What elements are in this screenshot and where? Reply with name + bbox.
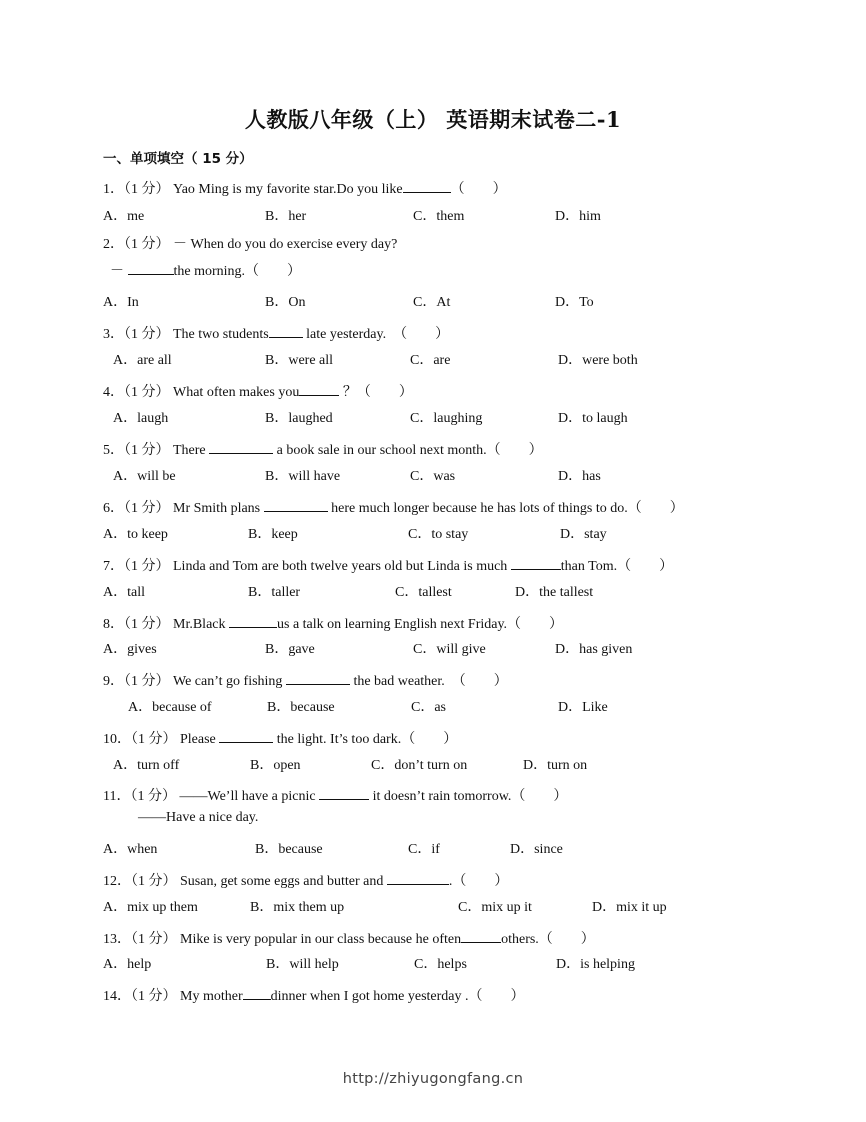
question-text-after: the light. It’s too dark.（ ）	[276, 732, 458, 747]
question-text: Mr.Black	[173, 617, 226, 632]
option-c: C．will give	[413, 642, 486, 657]
question-text: Susan, get some eggs and butter and	[180, 874, 384, 889]
question-12	[103, 870, 508, 891]
question-text: －	[110, 264, 124, 279]
question-number: 9．（1 分）	[103, 674, 170, 689]
question-1	[103, 178, 507, 199]
question-text: Yao Ming is my favorite star.Do you like	[173, 182, 403, 197]
option-b: B．because	[255, 842, 323, 857]
question-text-after: it doesn’t rain tomorrow.（ ）	[372, 789, 568, 804]
option-a: A．turn off	[113, 758, 180, 773]
question-6	[103, 497, 684, 518]
question-number: 8．（1 分）	[103, 617, 170, 632]
question-number: 2．（1 分）	[103, 237, 170, 252]
question-text: My mother	[180, 989, 243, 1004]
question-5	[103, 439, 543, 460]
question-8	[103, 613, 563, 634]
option-c: C．to stay	[408, 527, 469, 542]
option-c: C．don’t turn on	[371, 758, 468, 773]
option-a: A．are all	[113, 353, 172, 368]
option-b: B．On	[265, 295, 306, 310]
option-a: A．mix up them	[103, 900, 198, 915]
option-a: A．tall	[103, 585, 145, 600]
question-text-after: here much longer because he has lots of things to do.（ ）	[331, 501, 684, 516]
option-c: C．At	[413, 295, 451, 310]
question-text-after: .（ ）	[448, 874, 509, 889]
option-d: D．since	[510, 842, 563, 857]
question-11-line2: ——Have a nice day.	[138, 810, 259, 825]
answer-blank	[243, 985, 271, 1000]
question-7	[103, 555, 673, 576]
option-d: D．turn on	[523, 758, 588, 773]
question-number: 6．（1 分）	[103, 501, 170, 516]
question-number: 14．（1 分）	[103, 989, 177, 1004]
option-c: C．mix up it	[458, 900, 532, 915]
option-d: D．has	[558, 469, 601, 484]
answer-blank	[209, 439, 273, 454]
question-13	[103, 928, 595, 949]
option-c: C．are	[410, 353, 451, 368]
question-11	[103, 785, 567, 806]
answer-blank	[229, 613, 277, 628]
question-text-after: a book sale in our school next month.（ ）	[276, 443, 543, 458]
option-b: B．her	[265, 209, 307, 224]
question-text-after: us a talk on learning English next Friday.（ ）	[277, 617, 564, 632]
question-text: － When do you do exercise every day?	[173, 237, 398, 252]
option-b: B．open	[250, 758, 301, 773]
option-b: B．keep	[248, 527, 298, 542]
question-14	[103, 985, 525, 1006]
page-title: 人教版八年级（上） 英语期末试卷二-1	[244, 107, 622, 132]
answer-blank	[269, 323, 303, 338]
option-d: D．is helping	[556, 957, 635, 972]
option-d: D．To	[555, 295, 594, 310]
footer-url[interactable]: http://zhiyugongfang.cn	[342, 1071, 524, 1087]
option-d: D．has given	[555, 642, 633, 657]
option-a: A．to keep	[103, 527, 168, 542]
question-text: Mike is very popular in our class because he often	[180, 932, 462, 947]
question-number: 10．（1 分）	[103, 732, 177, 747]
question-text-after: ？（ ）	[342, 385, 413, 400]
option-c: C．them	[413, 209, 465, 224]
question-text-after: the bad weather. （ ）	[353, 674, 508, 689]
question-4	[103, 381, 413, 402]
option-a: A．gives	[103, 642, 157, 657]
question-2	[103, 236, 397, 254]
question-text: Mr Smith plans	[173, 501, 261, 516]
question-number: 13．（1 分）	[103, 932, 177, 947]
question-10	[103, 728, 457, 749]
option-b: B．mix them up	[250, 900, 345, 915]
answer-blank	[403, 178, 451, 193]
question-2-line2	[110, 260, 301, 281]
question-text-after: others.（ ）	[501, 932, 595, 947]
question-3	[103, 323, 449, 344]
option-b: B．taller	[248, 585, 301, 600]
question-number: 3．（1 分）	[103, 327, 170, 342]
option-a: A．me	[103, 209, 145, 224]
question-text: There	[173, 443, 206, 458]
answer-blank	[387, 870, 449, 885]
option-b: B．will help	[266, 957, 339, 972]
option-b: B．because	[267, 700, 335, 715]
option-d: D．him	[555, 209, 601, 224]
question-number: 5．（1 分）	[103, 443, 170, 458]
answer-blank	[319, 785, 369, 800]
question-text-after: the morning.（ ）	[173, 264, 302, 279]
question-text-after: （ ）	[450, 182, 507, 197]
answer-blank	[299, 381, 339, 396]
option-d: D．to laugh	[558, 411, 628, 426]
question-text: We can’t go fishing	[173, 674, 283, 689]
section-heading: 一、单项填空（ 15 分）	[103, 151, 253, 167]
answer-blank	[461, 928, 501, 943]
option-a: A．In	[103, 295, 139, 310]
answer-blank	[511, 555, 561, 570]
option-d: D．were both	[558, 353, 638, 368]
question-9	[103, 670, 508, 691]
option-a: A．help	[103, 957, 152, 972]
option-a: A．will be	[113, 469, 176, 484]
question-number: 12．（1 分）	[103, 874, 177, 889]
option-d: D．mix it up	[592, 900, 667, 915]
option-c: C．if	[408, 842, 440, 857]
option-b: B．will have	[265, 469, 341, 484]
answer-blank	[219, 728, 273, 743]
option-d: D．stay	[560, 527, 607, 542]
option-b: B．laughed	[265, 411, 333, 426]
answer-blank	[128, 260, 174, 275]
answer-blank	[264, 497, 328, 512]
question-number: 4．（1 分）	[103, 385, 170, 400]
question-text-after: than Tom.（ ）	[560, 559, 674, 574]
option-a: A．because of	[128, 700, 212, 715]
question-number: 11．（1 分）	[103, 789, 176, 804]
option-a: A．when	[103, 842, 158, 857]
question-text-after: late yesterday. （ ）	[306, 327, 450, 342]
question-text: Please	[180, 732, 216, 747]
option-c: C．was	[410, 469, 456, 484]
option-a: A．laugh	[113, 411, 169, 426]
option-c: C．as	[411, 700, 446, 715]
option-d: D．the tallest	[515, 585, 594, 600]
option-c: C．helps	[414, 957, 467, 972]
option-c: C．tallest	[395, 585, 452, 600]
question-text-after: dinner when I got home yesterday .（ ）	[270, 989, 525, 1004]
option-d: D．Like	[558, 700, 608, 715]
answer-blank	[286, 670, 350, 685]
question-text: The two students	[173, 327, 269, 342]
option-c: C．laughing	[410, 411, 483, 426]
question-number: 7．（1 分）	[103, 559, 170, 574]
question-text: What often makes you	[173, 385, 300, 400]
option-b: B．were all	[265, 353, 334, 368]
option-b: B．gave	[265, 642, 315, 657]
question-text: Linda and Tom are both twelve years old but Linda is much	[173, 559, 508, 574]
question-text: ——We’ll have a picnic	[179, 789, 316, 804]
question-number: 1．（1 分）	[103, 182, 170, 197]
